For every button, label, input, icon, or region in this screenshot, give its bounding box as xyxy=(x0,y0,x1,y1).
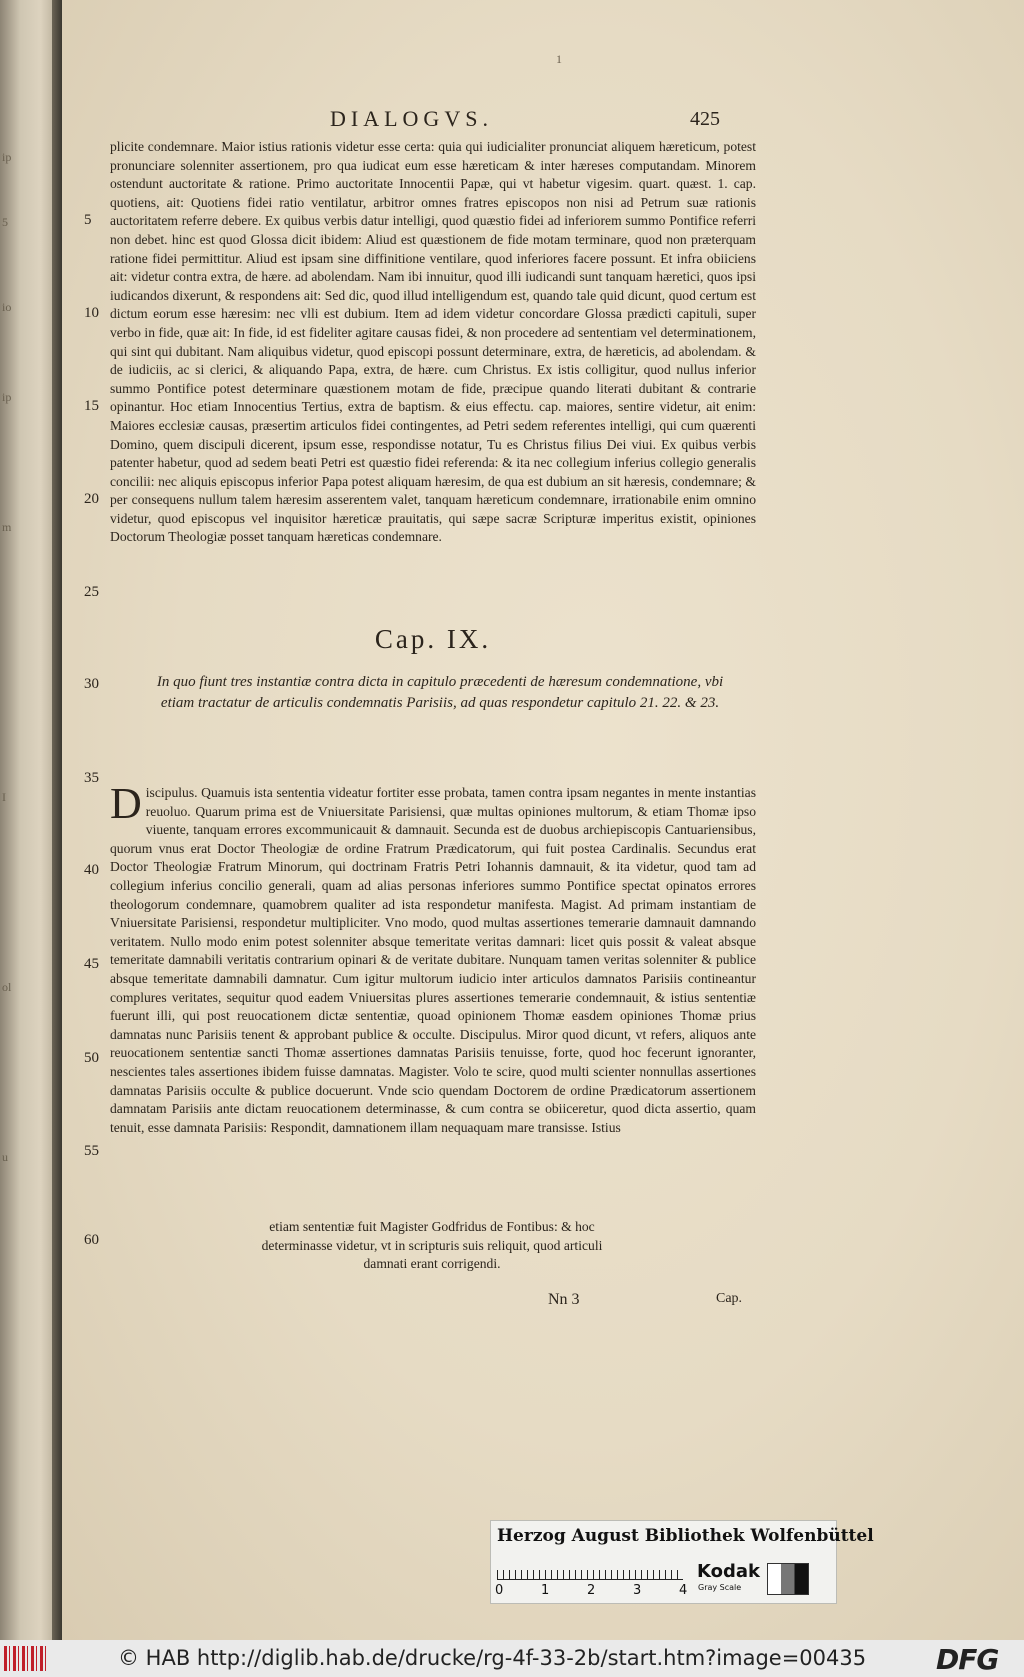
line-number: 55 xyxy=(84,1143,99,1159)
scale-ruler xyxy=(497,1561,683,1580)
spine-margin-mark: I xyxy=(2,790,6,804)
ruler-label: 2 xyxy=(587,1583,596,1598)
line-number: 60 xyxy=(84,1232,99,1248)
ruler-label: 1 xyxy=(541,1583,550,1598)
running-head: DIALOGVS. xyxy=(330,106,493,131)
footer-bar xyxy=(0,1640,1024,1677)
spine-margin-mark: io xyxy=(2,300,12,314)
gray-patches xyxy=(767,1563,809,1595)
ruler-label: 3 xyxy=(633,1583,642,1598)
body-paragraph-main xyxy=(110,779,756,1137)
spine-margin-mark: ip xyxy=(2,390,12,404)
grayscale-label: Gray Scale xyxy=(698,1583,742,1592)
drop-cap: D xyxy=(110,779,142,828)
catchword: Cap. xyxy=(716,1291,743,1306)
chapter-title: Cap. IX. xyxy=(374,624,492,654)
barcode-icon xyxy=(4,1646,48,1671)
footer-citation: © HAB http://diglib.hab.de/drucke/rg-4f-33-2b/start.htm?image=00435 xyxy=(118,1646,867,1670)
line-number: 35 xyxy=(84,770,99,786)
line-number: 45 xyxy=(84,956,99,972)
spine-margin-mark: m xyxy=(2,520,12,534)
line-number: 10 xyxy=(84,305,99,321)
signature-mark: Nn 3 xyxy=(548,1291,580,1308)
color-calibration-bar xyxy=(490,1520,874,1604)
dfg-logo: DFG xyxy=(936,1643,999,1676)
line-number: 50 xyxy=(84,1050,99,1066)
line-number: 30 xyxy=(84,676,99,692)
ruler-label: 4 xyxy=(679,1583,688,1598)
line-number: 5 xyxy=(84,212,92,228)
ruler-label: 0 xyxy=(495,1583,504,1598)
spine-margin-mark: ol xyxy=(2,980,12,994)
library-name: Herzog August Bibliothek Wolfenbüttel xyxy=(497,1526,874,1546)
line-number: 15 xyxy=(84,398,99,414)
line-number: 40 xyxy=(84,862,99,878)
chapter-summary: In quo fiunt tres instantiæ contra dicta in capitulo præcedenti de hæresum condemnatione, vbi etiam tractatur de articulis condemnatis Parisiis, ad quas respondetur capitulo 21. 22. & 23. xyxy=(156,674,724,711)
spine-margin-mark: ip xyxy=(2,150,12,164)
spine-margin-mark: u xyxy=(2,1150,8,1164)
line-number: 20 xyxy=(84,491,99,507)
body-paragraph-tail: etiam sententiæ fuit Magister Godfridus de Fontibus: & hoc determinasse videtur, vt in scripturis suis reliquit, quod articuli damnati erant corrigendi. xyxy=(261,1219,603,1272)
spine-margin-mark: 5 xyxy=(2,215,8,229)
book-gutter xyxy=(52,0,62,1640)
body-paragraph-main-text: iscipulus. Quamuis ista sententia videatur fortiter esse probata, tamen contra ipsam negantes in mente instantias reuoluo. Quarum prima est de Vniuersitate Parisiensi, quæ multas opiniones multorum, & etiam Thomæ ipso viuente, tanquam errores excommunicauit & damnauit. Secunda est de duobus archiepiscopis Cantuariensibus, quorum vnus erat Doctor Theologiæ de ordine Fratrum Prædicatorum, qui fuit postea Cardinalis. Secundus erat Doctor Theologiæ Fratrum Minorum, qui doctrinam Fratris Petri Iohannis damnauit, & ita videtur, quod tam ad collegium inferius concilio generali, quam ad alias personas inferiores summo Pontifice spectat opinatos errores theologorum condemnare, quamobrem qualiter ad ista respondetur manifesta. Magist. Ad primam instantiam de Vniuersitate Parisiensi, respondetur multipliciter. Vno modo, quod multas assertiones temerarie damnauit damnando veritatem. Nullo modo enim potest solenniter absque temeritate veritas damnari: licet quis possit & valeat absque temeritate damnabili veritatis contrarium opinari & de veritate dubitare. Nunquam tamen veritas solenniter & publice absque temeritate damnabili damnatur. Cum igitur multorum iudicio inter articulos damnatos Parisiis contineantur complures veritates, sequitur quod eadem Vniuersitas plures assertiones temerarie condemnauit, & istius sententiæ fuerunt illi, qui post reuocationem dictæ sententiæ, quoad opinionem Thomæ easdem opiniones Thomæ prius damnatas nunc Parisiis tenent & approbant publice & occulte. Discipulus. Miror quod dicunt, vt refers, aliquos ante reuocationem sententiæ sancti Thomæ assertiones damnatas Parisiis tenuisse, forte, quod hoc fecerunt ignoranter, nescientes tales assertiones ibidem fuisse damnatas. Magister. Volo te scire, quod multi scienter nonnullas assertiones damnatas Parisiis occulte & publice docuerunt. Vnde scio quendam Doctorem de ordine Prædicatorum assertionem damnatam Parisiis ante dictam reuocationem determinasse, & cum contra se obiiceretur, quod dicta assertio, quam tenuit, esse damnata Parisiis: Respondit, damnationem illam nequaquam mare transisse. Istius xyxy=(110,785,756,1135)
kodak-logo: Kodak xyxy=(697,1561,760,1582)
left-page-edge xyxy=(0,0,58,1640)
body-paragraph-top: plicite condemnare. Maior istius rationis videtur esse certa: quia qui iudicialiter pronunciat aliquem hæreticum, potest pronunciare solenniter assertionem, pro qua iudicat eum esse hæreticam & inter hæreses computandam. Minorem ostendunt auctoritate & ratione. Primo auctoritate Innocentii Papæ, qui vt habetur vigesim. quart. quæst. 1. cap. quotiens, ait: Quotiens fidei ratio ventilatur, arbitror omnes fratres episcopos non nisi ad Petrum suæ rationis auctoritatem referre debere. Ex quibus verbis datur intelligi, quod quæstio fidei ad inferiorem summo Pontifice referri non debet. hinc est quod Glossa dicit ibidem: Aliud est quæstionem de fide motam terminare, quod non præterquam ratione fidei permittitur. Aliud est ipsam sine diffinitione ventilare, quod inferiores facere possunt. Et infra obiiciens ait: videtur contra extra, de hære. ad abolendam. Nam ibi innuitur, quod illi iudicandi sunt tanquam hæretici, quos ipsi iudicandos dixerunt, & respondens ait: Sed dic, quod illud intelligendum est, quando tale quid dicunt, quod certum est dictum eorum esse hæresim: nec vlli est dubium. Item ad idem videtur concordare Glossa prædicti capituli, super verbo in fide, quæ ait: In fide, id est fideliter agitare causas fidei, & non procedere ad sententiam vel determinationem, qui sint qui dubitant. Nam aliquibus videtur, quod episcopi possunt determinare, extra, de hæreticis, ad abolendam. & de iudiciis, ac si clerici, & aliquando Papa, extra, de hære. cum Christus. Ex istis colligitur, quod nullus inferior summo Pontifice potest determinare quæstionem motam de fide, præcipue quando literati dubitant & contrarie opinantur. Hoc etiam Innocentius Tertius, extra de baptism. & eius effectu. cap. maiores, sentire videtur, ait enim: Maiores ecclesiæ causas, præsertim articulos fidei contingentes, ad Petri sedem referentes intelligi, qui cum quærenti Domino, quem discipuli dicerent, ipsum esse, respondisse notatur, Tu es Christus filius Dei viui. Ex quibus verbis patenter habetur, quod ad sedem beati Petri est quæstio fidei referenda: & ita nec collegium inferius collegio generalis concilii: nec aliquis episcopus inferior Papa potest aliquam hæresim, de qua est dubium an sit hæresis, condemnare; & per consequens nullum talem hæresim asserentem valet, tanquam hæreticum condemnare, irrationabile enim omnino videtur, quod episcopus vel inquisitor hæreticæ prauitatis, qui sæpe sacræ Scripturæ imperitus existit, opiniones Doctorum Theologiæ posset tanquam hæreticas condemnare. xyxy=(110,139,756,545)
book-page xyxy=(62,0,1024,1640)
top-mark: 1 xyxy=(556,52,562,66)
line-number: 25 xyxy=(84,584,99,600)
page-number: 425 xyxy=(690,108,720,130)
